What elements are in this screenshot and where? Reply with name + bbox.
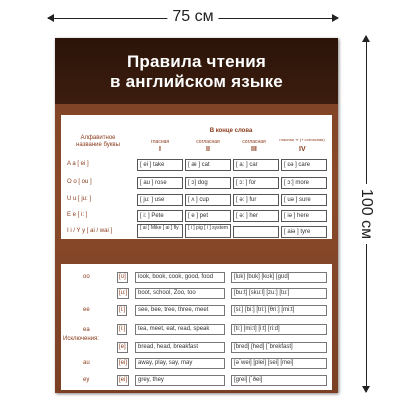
vowel-rule-3: [ ə: ] fur bbox=[233, 194, 279, 206]
combo-transcription: [si:] [bi:] [tri:] [θri:] [mi:t] bbox=[231, 305, 327, 316]
vowel-rule-3: [ a: ] car bbox=[233, 159, 279, 171]
combo-sound: [ei] bbox=[117, 358, 129, 369]
combo-sound: [ʊ] bbox=[117, 272, 128, 283]
width-dimension bbox=[48, 6, 338, 30]
vowels-table-panel bbox=[61, 115, 332, 239]
combo-words: look, book, cook, good, food bbox=[135, 272, 225, 283]
combo-words: away, play, say, may bbox=[135, 358, 225, 369]
subheader-3: согласная bbox=[242, 139, 266, 145]
vowel-rule-1: [ i: ] Pete bbox=[137, 210, 183, 222]
arrow-right-icon bbox=[332, 14, 339, 22]
vowel-rule-4: [ uə ] sure bbox=[281, 194, 327, 206]
arrow-left-icon bbox=[47, 14, 54, 22]
combo-transcription: [grei] [`ðei] bbox=[231, 375, 327, 386]
roman-3: III bbox=[251, 146, 257, 153]
subheader-2: согласная bbox=[196, 139, 220, 145]
combo-words: boot, school, Zoo, too bbox=[135, 288, 225, 299]
vowel-rule-3 bbox=[233, 226, 279, 238]
poster bbox=[55, 38, 338, 393]
arrow-up-icon bbox=[362, 35, 370, 42]
vowel-rule-1: [ ju: ] use bbox=[137, 194, 183, 206]
combo-transcription: [bred] [hed] [`brekfast] bbox=[231, 342, 327, 353]
vowel-rule-3: [ ə: ] her bbox=[233, 210, 279, 222]
vowel-rule-1: [ au ] rose bbox=[137, 177, 183, 189]
height-dimension bbox=[352, 36, 382, 392]
combo-label: ea bbox=[83, 327, 90, 333]
combo-label: oo bbox=[83, 274, 90, 280]
arrow-down-icon bbox=[362, 386, 370, 393]
combo-words: tea, meet, eat, read, speak bbox=[135, 324, 225, 335]
vowel-letter: I i / Y y [ ai / wai ] bbox=[67, 228, 113, 234]
combos-table-panel bbox=[61, 264, 332, 390]
combo-sound: [u:] bbox=[117, 288, 129, 299]
combo-label: ey bbox=[83, 377, 90, 383]
vowel-rule-4: [ ɔ:] more bbox=[281, 177, 327, 189]
combo-transcription: [ə`wei] [plei] [sei] [mei] bbox=[231, 358, 327, 369]
poster-title-band bbox=[55, 38, 338, 104]
combo-words: bread, head, breakfast bbox=[135, 342, 225, 353]
combo-exception-label: Исключения: bbox=[63, 336, 99, 342]
combo-sound: [e] bbox=[117, 342, 128, 353]
vowel-rule-1: [ ei ] take bbox=[137, 159, 183, 171]
combo-transcription: [ti:] [mi:t] [i:t] [ri:d] bbox=[231, 324, 327, 335]
vowel-rule-2: [ ɔ] dog bbox=[185, 177, 231, 189]
combo-transcription: [lʊk] [bʊk] [kʊk] [gʊd] bbox=[231, 272, 327, 283]
vowel-letter: A a [ ei ] bbox=[67, 161, 89, 167]
vowel-rule-4: [ ɛə ] care bbox=[281, 159, 327, 171]
poster-title-line1: Правила чтения bbox=[126, 52, 267, 71]
vowel-rule-3: [ ɔ: ] for bbox=[233, 177, 279, 189]
combo-sound: [i:] bbox=[117, 324, 127, 335]
poster-title-line2: в английском языке bbox=[110, 72, 283, 91]
col-header-group: В конце слова bbox=[209, 128, 253, 134]
vowel-rule-4: [ aiə ] tyre bbox=[281, 226, 327, 238]
width-label: 75 см bbox=[167, 8, 218, 26]
combo-transcription: [bu:t] [sku:l] [zu:] [tu:] bbox=[231, 288, 327, 299]
combo-label: ee bbox=[83, 307, 90, 313]
subheader-4: гласная +r (+ согласная) bbox=[279, 137, 325, 142]
combo-words: grey, they bbox=[135, 375, 225, 386]
vowel-rule-4: [ iə ] here bbox=[281, 210, 327, 222]
vowel-letter: E e [ i: ] bbox=[67, 212, 88, 218]
combo-sound: [ei] bbox=[117, 375, 129, 386]
height-label: 100 см bbox=[357, 184, 375, 244]
roman-4: IV bbox=[299, 146, 306, 153]
vowel-letter: O o [ ou ] bbox=[67, 179, 92, 185]
vowel-rule-2: [ æ ] cat bbox=[185, 159, 231, 171]
subheader-1: гласная bbox=[150, 139, 170, 145]
combo-sound: [i:] bbox=[117, 305, 127, 316]
vowel-rule-2: [ e ] pet bbox=[185, 210, 231, 222]
combo-label: au bbox=[83, 360, 90, 366]
roman-2: II bbox=[206, 146, 210, 153]
col-header-letter: Алфавитное название буквы bbox=[76, 135, 120, 148]
vowel-rule-1: [ ai ] Mike [ ai ] fly bbox=[137, 224, 183, 238]
combo-words: see, bee, tree, three, meet bbox=[135, 305, 225, 316]
vowel-rule-2: [ ʌ ] cup bbox=[185, 194, 231, 206]
vowel-rule-2: [ i ] pig [ i ] system bbox=[185, 224, 231, 238]
vowel-letter: U u [ ju: ] bbox=[67, 196, 92, 202]
roman-1: I bbox=[159, 146, 161, 153]
